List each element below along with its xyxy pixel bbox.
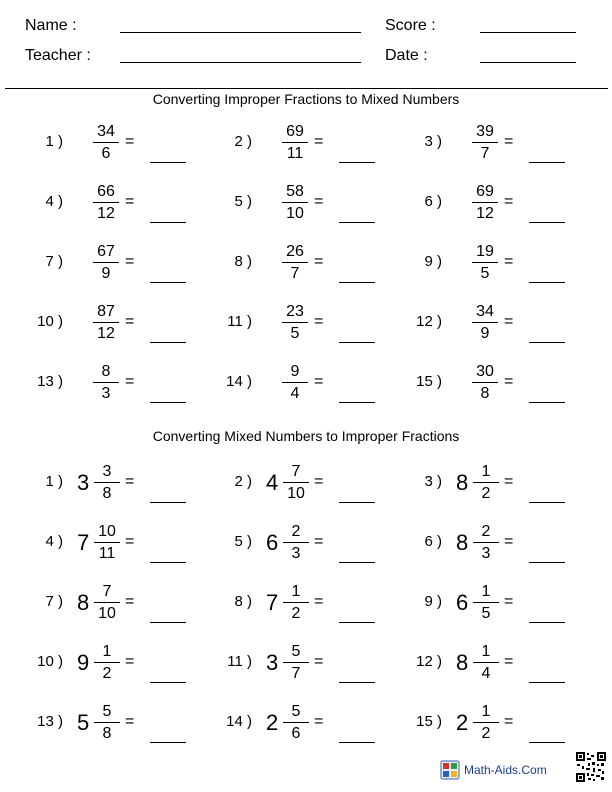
numerator: 69	[476, 183, 494, 200]
header-divider	[5, 88, 608, 89]
numerator: 23	[286, 303, 304, 320]
fraction	[91, 181, 121, 224]
answer-line[interactable]	[529, 502, 565, 503]
problem-number: 7 )	[45, 253, 63, 270]
equals-sign: =	[314, 313, 324, 330]
equals-sign: =	[314, 373, 324, 390]
denominator: 2	[102, 665, 112, 682]
numerator: 39	[476, 123, 494, 140]
denominator: 3	[291, 545, 301, 562]
problem-number: 14 )	[226, 713, 252, 730]
fraction	[471, 521, 501, 564]
numerator: 5	[102, 703, 112, 720]
fraction	[471, 701, 501, 744]
fraction	[280, 121, 310, 164]
fraction	[91, 121, 121, 164]
equals-sign: =	[504, 533, 514, 550]
answer-line[interactable]	[339, 562, 375, 563]
answer-line[interactable]	[150, 622, 186, 623]
problem-number: 15 )	[416, 713, 442, 730]
fraction	[471, 641, 501, 684]
problem-number: 10 )	[37, 313, 63, 330]
equals-sign: =	[125, 133, 135, 150]
numerator: 34	[97, 123, 115, 140]
numerator: 34	[476, 303, 494, 320]
score-label: Score :	[385, 17, 436, 34]
denominator: 5	[481, 605, 491, 622]
equals-sign: =	[504, 253, 514, 270]
equals-sign: =	[125, 713, 135, 730]
math-aids-logo	[440, 761, 547, 779]
numerator: 7	[102, 583, 112, 600]
answer-line[interactable]	[150, 162, 186, 163]
denominator: 3	[481, 545, 491, 562]
qr-code-icon	[576, 752, 606, 782]
problem-number: 2 )	[234, 473, 252, 490]
denominator: 3	[101, 385, 111, 402]
equals-sign: =	[504, 473, 514, 490]
numerator: 1	[481, 583, 491, 600]
denominator: 7	[480, 145, 490, 162]
denominator: 12	[97, 325, 115, 342]
denominator: 8	[480, 385, 490, 402]
problem-number: 1 )	[45, 473, 63, 490]
problem-number: 5 )	[234, 533, 252, 550]
numerator: 1	[291, 583, 301, 600]
whole-number: 8	[456, 650, 469, 675]
whole-number: 3	[77, 470, 90, 495]
denominator: 10	[98, 605, 116, 622]
answer-line[interactable]	[150, 742, 186, 743]
numerator: 9	[290, 363, 300, 380]
fraction	[281, 521, 311, 564]
fraction	[280, 361, 310, 404]
fraction	[280, 301, 310, 344]
numerator: 1	[481, 643, 491, 660]
denominator: 11	[286, 145, 304, 162]
equals-sign: =	[314, 253, 324, 270]
numerator: 30	[476, 363, 494, 380]
fraction	[470, 181, 500, 224]
equals-sign: =	[504, 653, 514, 670]
fraction	[470, 361, 500, 404]
answer-line[interactable]	[529, 742, 565, 743]
numerator: 10	[98, 523, 116, 540]
problem-number: 10 )	[37, 653, 63, 670]
calculator-icon	[440, 760, 460, 780]
equals-sign: =	[504, 373, 514, 390]
denominator: 10	[287, 485, 305, 502]
fraction	[281, 581, 311, 624]
equals-sign: =	[314, 713, 324, 730]
answer-line[interactable]	[529, 402, 565, 403]
problem-number: 6 )	[424, 533, 442, 550]
whole-number: 7	[77, 530, 90, 555]
numerator: 67	[97, 243, 115, 260]
numerator: 26	[286, 243, 304, 260]
problem-number: 11 )	[227, 313, 252, 330]
answer-line[interactable]	[339, 502, 375, 503]
whole-number: 4	[266, 470, 279, 495]
date-label: Date :	[385, 47, 428, 64]
problem-number: 12 )	[416, 653, 442, 670]
fraction	[470, 121, 500, 164]
numerator: 2	[481, 523, 491, 540]
whole-number: 8	[77, 590, 90, 615]
answer-line[interactable]	[150, 682, 186, 683]
answer-line[interactable]	[339, 622, 375, 623]
denominator: 11	[98, 545, 116, 562]
problem-number: 11 )	[227, 653, 252, 670]
whole-number: 6	[266, 530, 279, 555]
equals-sign: =	[125, 653, 135, 670]
denominator: 6	[291, 725, 301, 742]
equals-sign: =	[314, 593, 324, 610]
problem-number: 15 )	[416, 373, 442, 390]
equals-sign: =	[504, 193, 514, 210]
problem-number: 12 )	[416, 313, 442, 330]
denominator: 10	[286, 205, 304, 222]
problem-number: 14 )	[226, 373, 252, 390]
whole-number: 2	[456, 710, 469, 735]
name-label: Name :	[25, 17, 77, 34]
problem-number: 1 )	[45, 133, 63, 150]
answer-line[interactable]	[339, 162, 375, 163]
problem-number: 2 )	[234, 133, 252, 150]
score-line[interactable]	[480, 32, 576, 33]
name-line[interactable]	[120, 32, 361, 33]
whole-number: 2	[266, 710, 279, 735]
equals-sign: =	[125, 473, 135, 490]
fraction	[470, 301, 500, 344]
denominator: 5	[290, 325, 300, 342]
whole-number: 8	[456, 470, 469, 495]
equals-sign: =	[314, 653, 324, 670]
denominator: 4	[290, 385, 300, 402]
whole-number: 6	[456, 590, 469, 615]
fraction	[281, 701, 311, 744]
numerator: 19	[476, 243, 494, 260]
whole-number: 9	[77, 650, 90, 675]
problem-number: 4 )	[45, 533, 63, 550]
fraction	[280, 241, 310, 284]
fraction	[92, 461, 122, 504]
problem-number: 4 )	[45, 193, 63, 210]
numerator: 1	[481, 463, 491, 480]
problem-number: 8 )	[234, 253, 252, 270]
answer-line[interactable]	[150, 342, 186, 343]
problem-number: 6 )	[424, 193, 442, 210]
equals-sign: =	[125, 253, 135, 270]
denominator: 5	[480, 265, 490, 282]
fraction	[91, 361, 121, 404]
answer-line[interactable]	[150, 502, 186, 503]
denominator: 6	[101, 145, 111, 162]
equals-sign: =	[504, 133, 514, 150]
answer-line[interactable]	[339, 742, 375, 743]
equals-sign: =	[314, 193, 324, 210]
fraction	[91, 241, 121, 284]
whole-number: 7	[266, 590, 279, 615]
fraction	[92, 521, 122, 564]
section1-title: Converting Improper Fractions to Mixed Numbers	[152, 91, 460, 107]
numerator: 1	[102, 643, 112, 660]
answer-line[interactable]	[339, 282, 375, 283]
denominator: 8	[102, 485, 112, 502]
equals-sign: =	[504, 313, 514, 330]
answer-line[interactable]	[339, 222, 375, 223]
equals-sign: =	[125, 533, 135, 550]
teacher-label: Teacher :	[25, 47, 91, 64]
whole-number: 5	[77, 710, 90, 735]
numerator: 66	[97, 183, 115, 200]
fraction	[280, 181, 310, 224]
answer-line[interactable]	[529, 222, 565, 223]
answer-line[interactable]	[529, 682, 565, 683]
problem-number: 3 )	[424, 133, 442, 150]
equals-sign: =	[314, 133, 324, 150]
fraction	[470, 241, 500, 284]
answer-line[interactable]	[339, 342, 375, 343]
denominator: 4	[481, 665, 491, 682]
denominator: 12	[97, 205, 115, 222]
equals-sign: =	[314, 533, 324, 550]
denominator: 2	[481, 485, 491, 502]
fraction	[92, 581, 122, 624]
answer-line[interactable]	[150, 222, 186, 223]
problem-number: 7 )	[45, 593, 63, 610]
fraction	[92, 701, 122, 744]
numerator: 58	[286, 183, 304, 200]
numerator: 8	[101, 363, 111, 380]
fraction	[471, 581, 501, 624]
fraction	[471, 461, 501, 504]
numerator: 87	[97, 303, 115, 320]
problem-number: 5 )	[234, 193, 252, 210]
answer-line[interactable]	[529, 342, 565, 343]
denominator: 9	[480, 325, 490, 342]
answer-line[interactable]	[529, 162, 565, 163]
numerator: 69	[286, 123, 304, 140]
whole-number: 8	[456, 530, 469, 555]
teacher-line[interactable]	[120, 62, 361, 63]
problem-number: 3 )	[424, 473, 442, 490]
answer-line[interactable]	[529, 622, 565, 623]
equals-sign: =	[504, 593, 514, 610]
equals-sign: =	[125, 373, 135, 390]
numerator: 2	[291, 523, 301, 540]
answer-line[interactable]	[529, 282, 565, 283]
equals-sign: =	[314, 473, 324, 490]
problem-number: 9 )	[424, 593, 442, 610]
answer-line[interactable]	[339, 402, 375, 403]
equals-sign: =	[125, 193, 135, 210]
denominator: 12	[476, 205, 494, 222]
numerator: 5	[291, 643, 301, 660]
denominator: 7	[291, 665, 301, 682]
fraction	[281, 641, 311, 684]
answer-line[interactable]	[150, 282, 186, 283]
denominator: 2	[291, 605, 301, 622]
problem-number: 13 )	[37, 373, 63, 390]
section2-title: Converting Mixed Numbers to Improper Fractions	[152, 428, 460, 444]
equals-sign: =	[504, 713, 514, 730]
denominator: 8	[102, 725, 112, 742]
problem-number: 9 )	[424, 253, 442, 270]
denominator: 7	[290, 265, 300, 282]
answer-line[interactable]	[529, 562, 565, 563]
fraction	[281, 461, 311, 504]
numerator: 3	[102, 463, 112, 480]
logo-text: Math-Aids.Com	[464, 763, 547, 777]
numerator: 1	[481, 703, 491, 720]
answer-line[interactable]	[150, 562, 186, 563]
fraction	[92, 641, 122, 684]
equals-sign: =	[125, 593, 135, 610]
denominator: 2	[481, 725, 491, 742]
answer-line[interactable]	[339, 682, 375, 683]
equals-sign: =	[125, 313, 135, 330]
answer-line[interactable]	[150, 402, 186, 403]
numerator: 7	[291, 463, 301, 480]
fraction	[91, 301, 121, 344]
denominator: 9	[101, 265, 111, 282]
problem-number: 13 )	[37, 713, 63, 730]
date-line[interactable]	[480, 62, 576, 63]
numerator: 5	[291, 703, 301, 720]
problem-number: 8 )	[234, 593, 252, 610]
whole-number: 3	[266, 650, 279, 675]
